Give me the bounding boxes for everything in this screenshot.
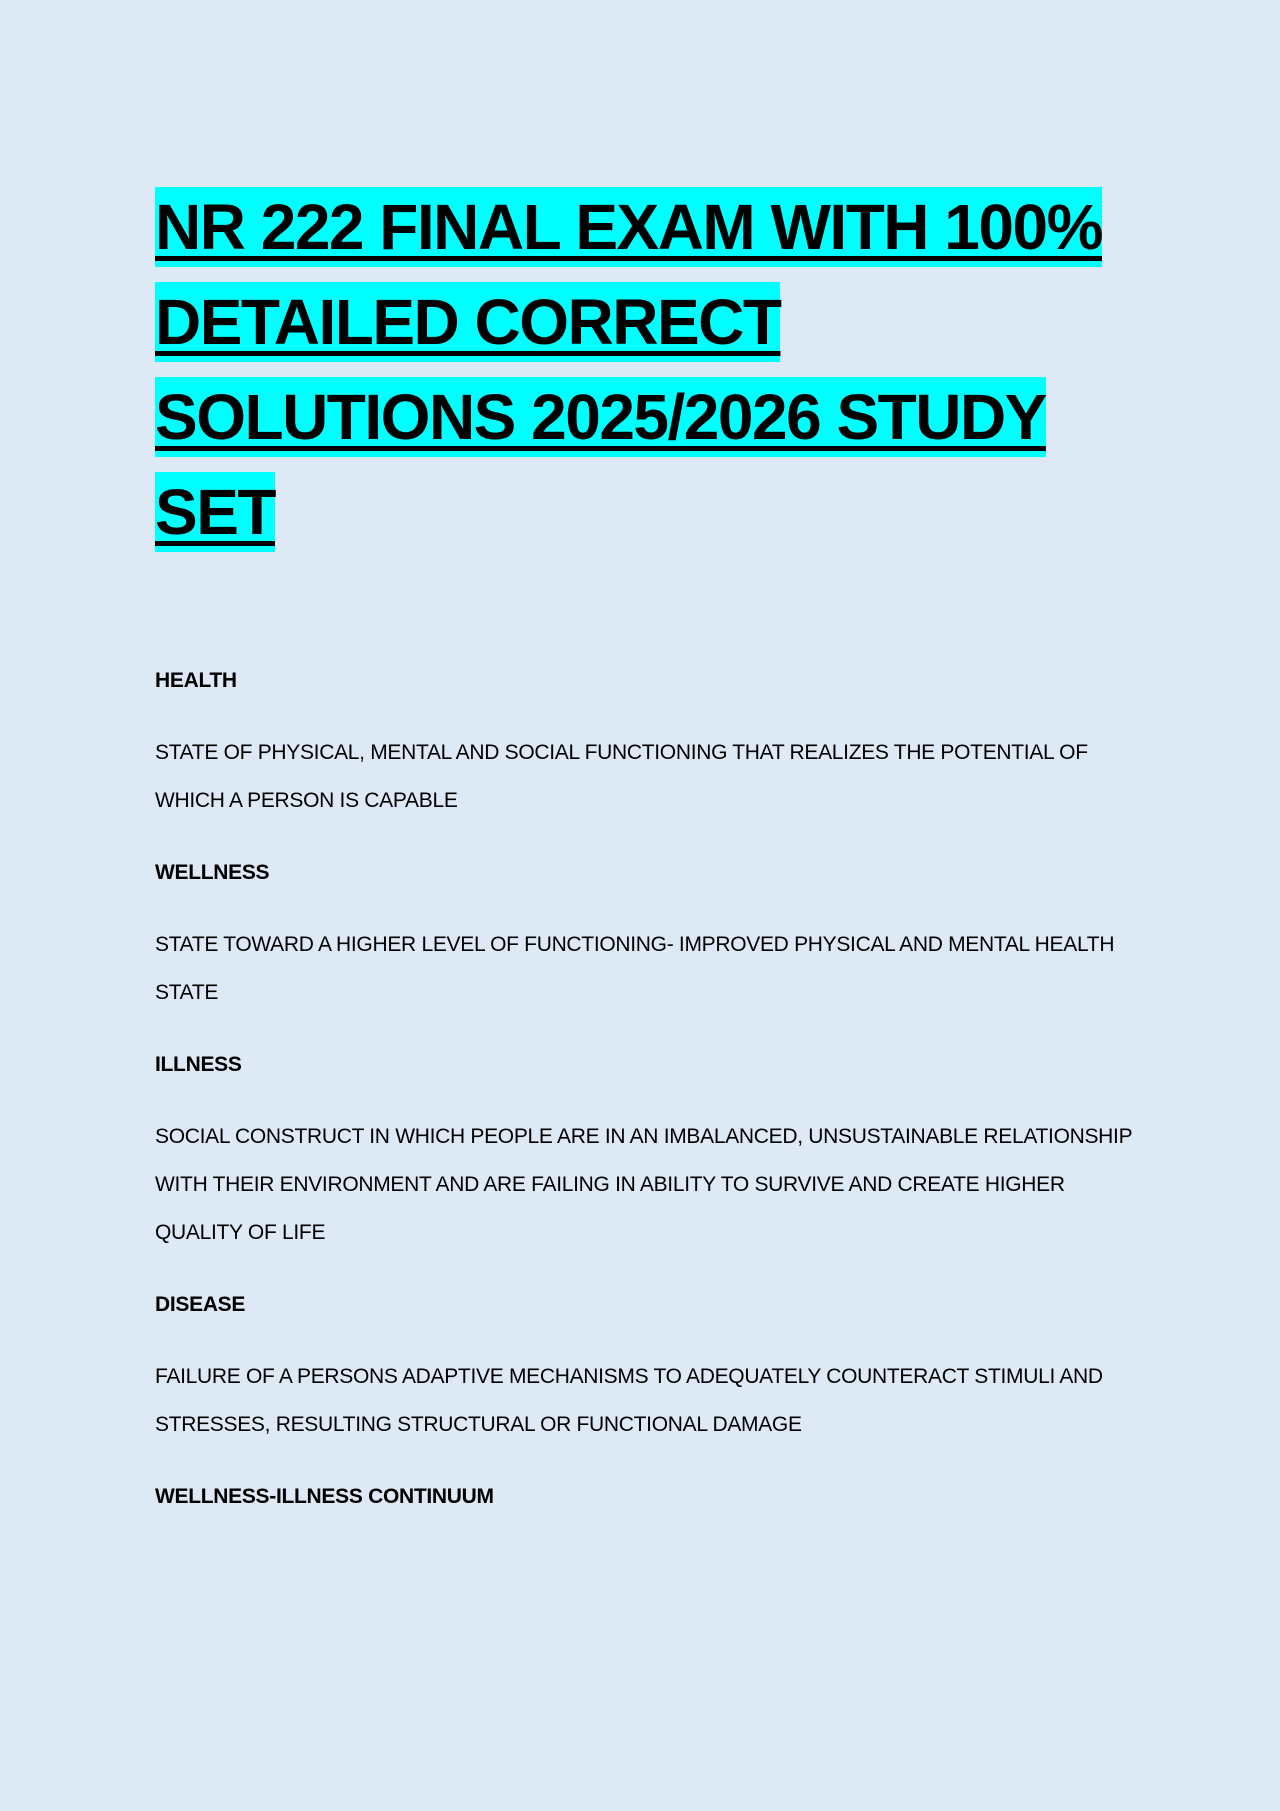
definition-wellness: STATE TOWARD A HIGHER LEVEL OF FUNCTIONING- IMPROVED PHYSICAL AND MENTAL HEALTH STATE	[155, 933, 1115, 1004]
term-disease: DISEASE	[155, 1293, 246, 1316]
glossary-entries	[155, 657, 1145, 1521]
term-wellness: WELLNESS	[155, 861, 270, 884]
document-title	[155, 180, 1145, 560]
term-illness: ILLNESS	[155, 1053, 242, 1076]
term-wellness-illness-continuum: WELLNESS-ILLNESS CONTINUUM	[155, 1485, 494, 1508]
definition-disease: FAILURE OF A PERSONS ADAPTIVE MECHANISMS TO ADEQUATELY COUNTERACT STIMULI AND STRESSES, RESULTING STRUCTURAL OR FUNCTIONAL DAMAGE	[155, 1365, 1103, 1436]
document-title-text: NR 222 FINAL EXAM WITH 100% DETAILED CORRECT SOLUTIONS 2025/2026 STUDY SET	[155, 187, 1102, 552]
term-health: HEALTH	[155, 669, 237, 692]
definition-health: STATE OF PHYSICAL, MENTAL AND SOCIAL FUNCTIONING THAT REALIZES THE POTENTIAL OF WHICH A PERSON IS CAPABLE	[155, 741, 1088, 812]
definition-illness: SOCIAL CONSTRUCT IN WHICH PEOPLE ARE IN AN IMBALANCED, UNSUSTAINABLE RELATIONSHIP WITH THEIR ENVIRONMENT AND ARE FAILING IN ABILITY TO SURVIVE AND CREATE HIGHER QUALITY OF LIFE	[155, 1125, 1132, 1244]
document-page	[155, 180, 1145, 1508]
